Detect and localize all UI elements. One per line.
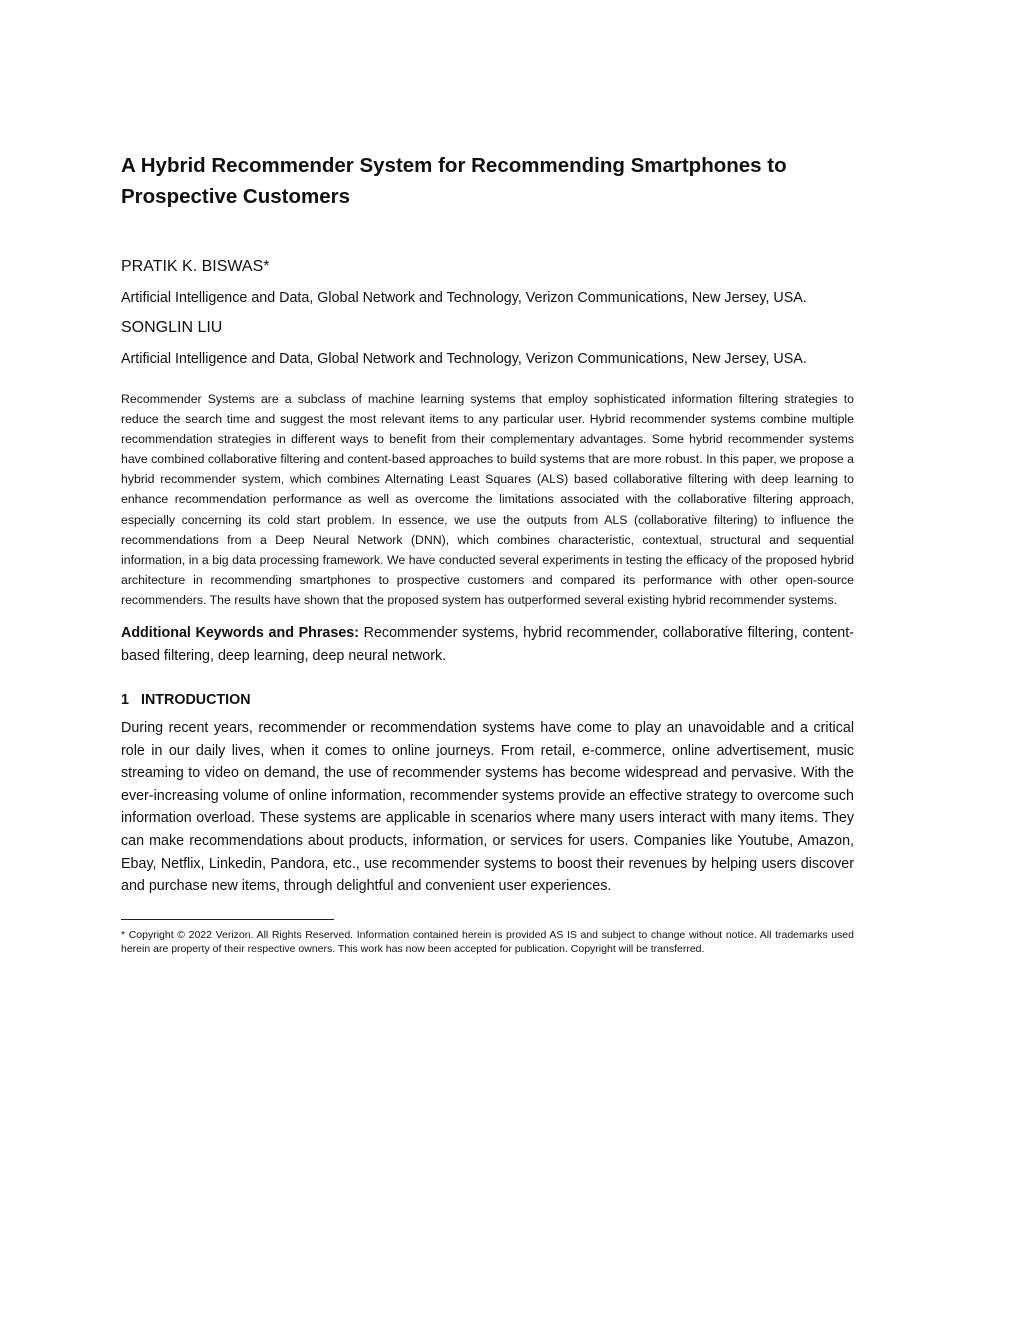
section-number: 1	[121, 692, 129, 709]
paper-title	[121, 150, 854, 212]
introduction-paragraph: During recent years, recommender or recommendation systems have come to play an unavoidable and a critical role in our daily lives, when it comes to online journeys. From retail, e-commerce, online advertisement, music streaming to video on demand, the use of recommender systems has become widespread and pervasive. With the ever-increasing volume of online information, recommender systems provide an effective strategy to overcome such information overload. These systems are applicable in scenarios where many users interact with many items. They can make recommendations about products, information, or services for users. Companies like Youtube, Amazon, Ebay, Netflix, Linkedin, Pandora, etc., use recommender systems to boost their revenues by helping users discover and purchase new items, through delightful and convenient user experiences.	[121, 720, 854, 895]
author-name-1: PRATIK K. BISWAS*	[121, 258, 270, 275]
abstract: Recommender Systems are a subclass of machine learning systems that employ sophisticated information filtering strategies to reduce the search time and suggest the most relevant items to any particular user. Hybrid recommender systems combine multiple recommendation strategies in different ways to benefit from their complementary advantages. Some hybrid recommender systems have combined collaborative filtering and content-based approaches to build systems that are more robust. In this paper, we propose a hybrid recommender system, which combines Alternating Least Squares (ALS) based collaborative filtering with deep learning to enhance recommendation performance as well as overcome the limitations associated with the collaborative filtering approach, especially concerning its cold start problem. In essence, we use the outputs from ALS (collaborative filtering) to influence the recommendations from a Deep Neural Network (DNN), which combines characteristic, contextual, structural and sequential information, in a big data processing framework. We have conducted several experiments in testing the efficacy of the proposed hybrid architecture in recommending smartphones to prospective customers and compared its performance with other open-source recommenders. The results have shown that the proposed system has outperformed several existing hybrid recommender systems.	[121, 392, 854, 607]
author-affiliation-1: Artificial Intelligence and Data, Global Network and Technology, Verizon Communications, New Jersey, USA.	[121, 290, 807, 306]
section-title: INTRODUCTION	[141, 692, 251, 709]
section-heading	[121, 690, 854, 710]
paper-page	[121, 150, 854, 956]
author-affiliation-2: Artificial Intelligence and Data, Global Network and Technology, Verizon Communications, New Jersey, USA.	[121, 351, 807, 367]
title-line-1: A Hybrid Recommender System for Recommending Smartphones to	[121, 154, 787, 177]
keywords-label: Additional Keywords and Phrases:	[121, 625, 359, 642]
keywords-text: Recommender systems, hybrid recommender, collaborative filtering, content-based filtering, deep learning, deep neural network.	[121, 625, 854, 664]
title-line-2: Prospective Customers	[121, 185, 351, 208]
keywords	[121, 622, 854, 667]
author-name-2: SONGLIN LIU	[121, 319, 223, 336]
copyright-footnote: * Copyright © 2022 Verizon. All Rights Reserved. Information contained herein is provided AS IS and subject to change without notice. All trademarks used herein are property of their respective owners. This work has now been accepted for publication. Copyright will be transferred.	[121, 928, 854, 955]
